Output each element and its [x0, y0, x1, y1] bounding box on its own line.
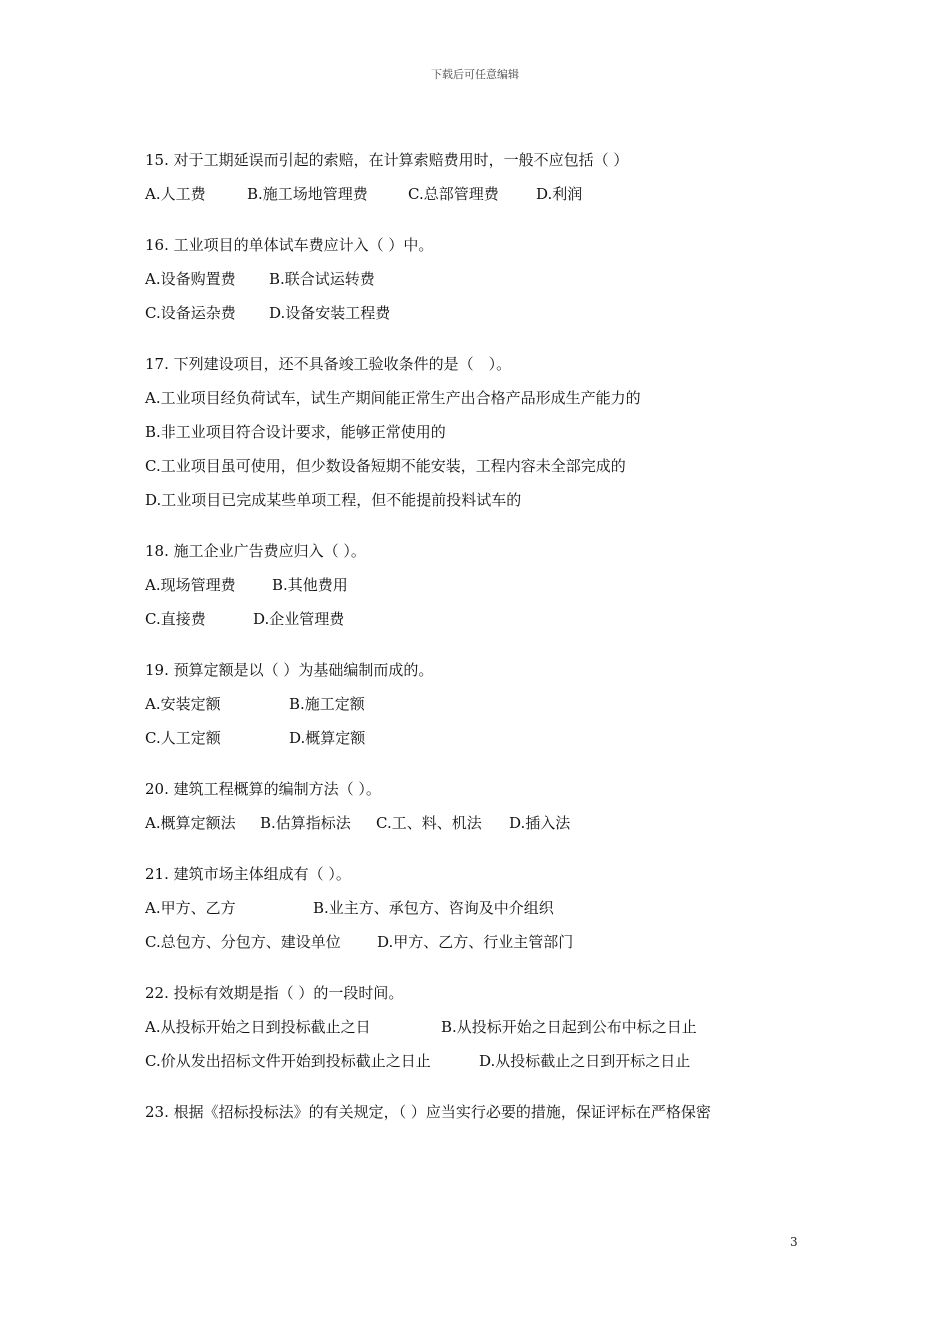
options-row [145, 607, 805, 641]
options-row [145, 930, 805, 964]
option-d: D.设备安装工程费 [269, 304, 391, 322]
question-17 [145, 352, 805, 522]
question-stem: 16. 工业项目的单体试车费应计入（ ）中。 [145, 236, 434, 254]
option-b: B.联合试运转费 [269, 270, 375, 288]
option-b: B.其他费用 [272, 576, 348, 594]
options-row [145, 692, 805, 726]
option-d: D.从投标截止之日到开标之日止 [479, 1052, 691, 1070]
option-c: C.总包方、分包方、建设单位 [145, 933, 341, 951]
option-a: A.工业项目经负荷试车，试生产期间能正常生产出合格产品形成生产能力的 [145, 389, 641, 407]
option-d: D.工业项目已完成某些单项工程，但不能提前投料试车的 [145, 491, 522, 509]
question-20 [145, 777, 805, 845]
option-d: D.甲方、乙方、行业主管部门 [377, 933, 574, 951]
option-a: A.人工费 [145, 185, 206, 203]
option-b: B.估算指标法 [260, 814, 351, 832]
option-c: C.总部管理费 [408, 185, 499, 203]
question-stem: 18. 施工企业广告费应归入（ ）。 [145, 542, 366, 560]
options-row [145, 301, 805, 335]
question-23 [145, 1100, 805, 1134]
option-b: B.施工场地管理费 [247, 185, 368, 203]
question-stem: 20. 建筑工程概算的编制方法（ ）。 [145, 780, 381, 798]
option-c: C.价从发出招标文件开始到投标截止之日止 [145, 1052, 431, 1070]
question-stem: 22. 投标有效期是指（ ）的一段时间。 [145, 984, 404, 1002]
options-row [145, 896, 805, 930]
option-a: A.甲方、乙方 [145, 899, 236, 917]
question-list [145, 148, 805, 1151]
option-d: D.利润 [536, 185, 583, 203]
option-d: D.插入法 [509, 814, 571, 832]
question-16 [145, 233, 805, 335]
option-a: A.现场管理费 [145, 576, 236, 594]
question-stem: 15. 对于工期延误而引起的索赔，在计算索赔费用时，一般不应包括（ ） [145, 151, 629, 169]
options-row [145, 1015, 805, 1049]
option-b: B.从投标开始之日起到公布中标之日止 [441, 1018, 697, 1036]
question-stem: 21. 建筑市场主体组成有（ ）。 [145, 865, 351, 883]
option-d: D.概算定额 [289, 729, 366, 747]
question-stem: 19. 预算定额是以（ ）为基础编制而成的。 [145, 661, 434, 679]
question-21 [145, 862, 805, 964]
option-c: C.直接费 [145, 610, 206, 628]
option-c: C.工、料、机法 [376, 814, 482, 832]
options-row [145, 573, 805, 607]
options-row [145, 1049, 805, 1083]
option-d: D.企业管理费 [253, 610, 345, 628]
question-15 [145, 148, 805, 216]
question-stem: 17. 下列建设项目，还不具备竣工验收条件的是（ ）。 [145, 355, 512, 373]
page-number: 3 [790, 1235, 798, 1249]
option-c: C.工业项目虽可使用，但少数设备短期不能安装，工程内容未全部完成的 [145, 457, 626, 475]
options-row [145, 182, 805, 216]
question-stem: 23. 根据《招标投标法》的有关规定，（ ）应当实行必要的措施，保证评标在严格保密 [145, 1103, 711, 1121]
question-22 [145, 981, 805, 1083]
option-a: A.安装定额 [145, 695, 221, 713]
question-19 [145, 658, 805, 760]
page-header: 下载后可任意编辑 [431, 68, 519, 81]
options-row [145, 267, 805, 301]
option-b: B.施工定额 [289, 695, 365, 713]
option-c: C.人工定额 [145, 729, 221, 747]
option-b: B.业主方、承包方、咨询及中介组织 [313, 899, 554, 917]
options-row [145, 726, 805, 760]
options-row [145, 811, 805, 845]
option-a: A.概算定额法 [145, 814, 236, 832]
question-18 [145, 539, 805, 641]
option-b: B.非工业项目符合设计要求，能够正常使用的 [145, 423, 446, 441]
option-a: A.从投标开始之日到投标截止之日 [145, 1018, 371, 1036]
option-c: C.设备运杂费 [145, 304, 236, 322]
option-a: A.设备购置费 [145, 270, 236, 288]
